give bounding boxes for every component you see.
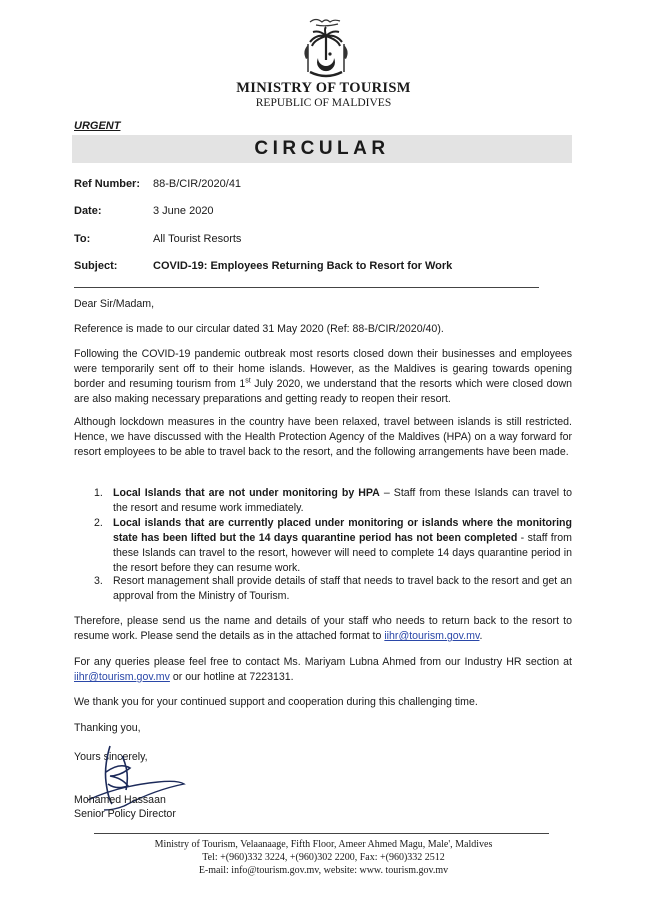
paragraph-request	[74, 614, 572, 644]
date-label: Date:	[74, 205, 102, 217]
paragraph-thanks: We thank you for your continued support and cooperation during this challenging time.	[74, 696, 478, 708]
subject-label: Subject:	[74, 260, 118, 272]
list-item-body: - staff from these Islands can travel to the resort, however will need to complete 14 days quarantine period in the resort before they can resume work.	[113, 532, 572, 574]
footer-web: E-mail: info@tourism.gov.mv, website: www. tourism.gov.mv	[198, 865, 449, 876]
list-item-text	[113, 574, 572, 604]
footer-phones: Tel: +(960)332 3224, +(960)302 2200, Fax: +(960)332 2512	[202, 852, 445, 863]
paragraph-request-text: Therefore, please send us the name and details of your staff who needs to return back to the resort to resume work. Please send the details as in the attached format to	[74, 615, 572, 642]
email-link[interactable]: iihr@tourism.gov.mv	[384, 630, 480, 642]
paragraph-arrangements: Although lockdown measures in the country have been relaxed, travel between islands is still restricted. Hence, we have discussed with the Health Protection Agency of the Maldives (HPA) on a way forward for resort employees to be able to travel back to the resort, and the following arrangements have been made.	[74, 416, 572, 458]
footer-address: Ministry of Tourism, Velaanaage, Fifth Floor, Ameer Ahmed Magu, Male', Maldives	[154, 839, 493, 850]
list-item-number: 1.	[94, 487, 103, 499]
list-item-text	[113, 486, 572, 516]
republic-name: REPUBLIC OF MALDIVES	[255, 97, 392, 109]
ministry-name: MINISTRY OF TOURISM	[236, 80, 411, 96]
paragraph-reference: Reference is made to our circular dated 31 May 2020 (Ref: 88-B/CIR/2020/40).	[74, 323, 444, 335]
signatory-title: Senior Policy Director	[74, 808, 176, 820]
ref-number-value: 88-B/CIR/2020/41	[153, 178, 242, 190]
salutation: Dear Sir/Madam,	[74, 298, 155, 310]
paragraph-background	[74, 347, 572, 407]
list-item-bold: Local Islands that are not under monitoring by HPA	[113, 487, 380, 499]
list-item-body: Resort management shall provide details of staff that needs to travel back to the resort and get an approval from the Ministry of Tourism.	[113, 575, 572, 602]
paragraph-request-end: .	[479, 630, 483, 642]
list-item-body: – Staff from these Islands can travel to the resort and resume work immediately.	[113, 487, 572, 514]
circular-title-band	[72, 135, 572, 163]
ordinal-suffix: st	[245, 377, 251, 385]
footer-divider	[94, 833, 549, 834]
paragraph-background-text-1: Following the COVID-19 pandemic outbreak most resorts closed down their businesses and employees were temporarily sent off to their home islands. However, as the Maldives is gearing towards opening border and resuming tourism from 1	[74, 348, 572, 390]
signatory-name: Mohamed Hassaan	[74, 794, 166, 806]
list-item-text	[113, 516, 572, 576]
list-item-bold: Local islands that are currently placed under monitoring or islands where the monitoring state has been lifted but the 14 days quarantine period has not been completed	[113, 517, 572, 544]
paragraph-contact-text: For any queries please feel free to contact Ms. Mariyam Lubna Ahmed from our Industry HR section at	[74, 656, 572, 668]
subject-divider	[74, 287, 539, 288]
paragraph-background-text-2: July 2020, we understand that the resorts which were closed down are also making necessary preparations and getting ready to reopen their resort.	[74, 378, 573, 405]
urgent-label: URGENT	[74, 120, 121, 132]
email-link[interactable]: iihr@tourism.gov.mv	[74, 671, 170, 683]
list-item-number: 2.	[94, 517, 103, 529]
list-item-number: 3.	[94, 575, 103, 587]
paragraph-contact	[74, 655, 572, 685]
to-label: To:	[74, 233, 91, 245]
paragraph-contact-end: or our hotline at 7223131.	[169, 671, 294, 683]
subject-value: COVID-19: Employees Returning Back to Resort for Work	[153, 260, 453, 272]
circular-title: CIRCULAR	[254, 138, 390, 159]
to-value: All Tourist Resorts	[153, 233, 242, 245]
maldives-emblem-icon	[296, 14, 356, 82]
ref-number-label: Ref Number:	[74, 178, 141, 190]
date-value: 3 June 2020	[153, 205, 214, 217]
thanking-line: Thanking you,	[74, 722, 141, 734]
closing-line: Yours sincerely,	[74, 751, 148, 763]
